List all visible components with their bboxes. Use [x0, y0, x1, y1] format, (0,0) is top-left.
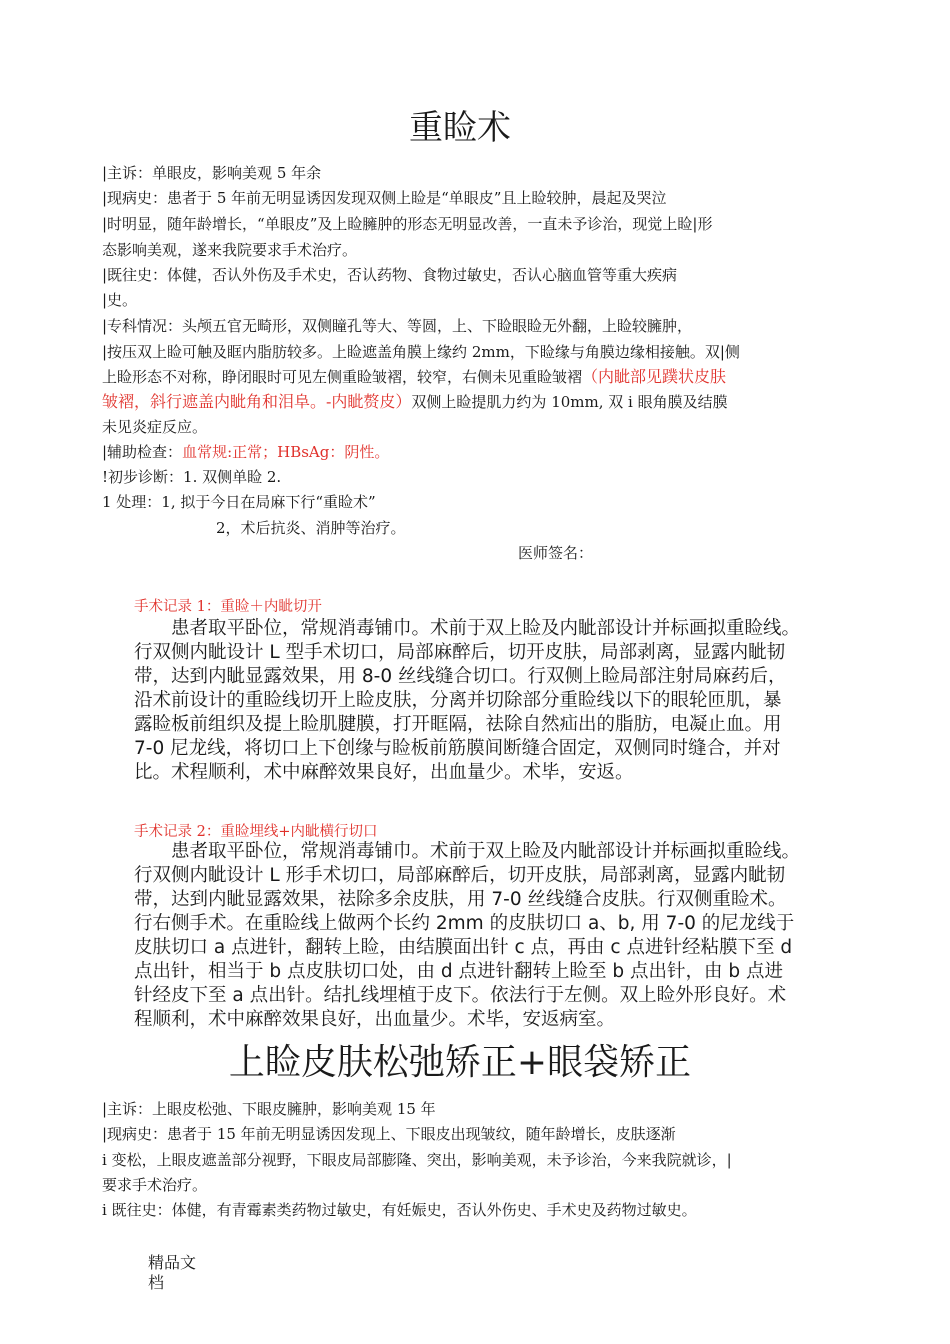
specialty-text: 上睑形态不对称，睁闭眼时可见左侧重睑皱褶，较窄，右侧未见重睑皱褶	[102, 368, 583, 386]
record-line: 患者取平卧位，常规消毒铺巾。术前于双上睑及内眦部设计并标画拟重睑线。	[134, 618, 801, 639]
specialty-line: |按压双上睑可触及眶内脂肪较多。上睑遮盖角膜上缘约 2mm，下睑缘与角膜边缘相接触。双|侧	[102, 343, 740, 361]
footer-text: 档	[148, 1273, 165, 1292]
section-title: 上睑皮肤松弛矫正+眼袋矫正	[228, 1042, 692, 1083]
specialty-line	[102, 366, 726, 388]
record-line: 点出针，相当于 b 点皮肤切口处，由 d 点进针翻转上睑至 b 点出针，由 b 点进	[134, 961, 784, 982]
present-history-line: |时明显，随年龄增长，“单眼皮”及上睑臃肿的形态无明显改善，一直未予诊治，现觉上睑|形	[102, 215, 713, 233]
present-history-line: |现病史：患者于 15 年前无明显诱因发现上、下眼皮出现皱纹，随年龄增长，皮肤逐渐	[102, 1125, 676, 1143]
record-line: 露睑板前组织及提上睑肌腱膜，打开眶隔，祛除自然疝出的脂肪，电凝止血。用	[134, 714, 782, 735]
page-title: 重睑术	[409, 108, 511, 148]
surgery-record-body	[134, 617, 800, 785]
surgery-record-heading: 手术记录 1：重睑＋内眦切开	[134, 599, 322, 615]
past-history: i 既往史：体健，有青霉素类药物过敏史，有妊娠史，否认外伤史、手术史及药物过敏史。	[102, 1201, 697, 1219]
specialty-line: |专科情况：头颅五官无畸形，双侧瞳孔等大、等圆，上、下睑眼睑无外翻，上睑较臃肿，	[102, 317, 693, 335]
record-line: 7-0 尼龙线，将切口上下创缘与睑板前筋膜间断缝合固定，双侧同时缝合，并对	[134, 738, 781, 759]
doctor-signature: 医师签名：	[518, 544, 594, 562]
record-line: 患者取平卧位，常规消毒铺巾。术前于双上睑及内眦部设计并标画拟重睑线。	[134, 841, 801, 862]
past-history-line: |既往史：体健，否认外伤及手术史，否认药物、食物过敏史，否认心脑血管等重大疾病	[102, 266, 678, 284]
record-line: 比。术程顺利，术中麻醉效果良好，出血量少。术毕，安返。	[134, 762, 634, 783]
record-line: 皮肤切口 a 点进针，翻转上睑，由结膜面出针 c 点，再由 c 点进针经粘膜下至 d	[134, 937, 793, 958]
record-line: 程顺利，术中麻醉效果良好，出血量少。术毕，安返病室。	[134, 1009, 616, 1030]
specialty-line: 未见炎症反应。	[102, 418, 208, 436]
present-history-line: 要求手术治疗。	[102, 1176, 208, 1194]
specialty-highlight: （内眦部见蹼状皮肤	[582, 367, 727, 386]
specialty-line	[102, 391, 728, 413]
specialty-text: 双侧上睑提肌力约为 10mm, 双 i 眼角膜及结膜	[411, 393, 728, 411]
record-line: 行双侧内眦设计 L 型手术切口，局部麻醉后，切开皮肤，局部剥离，显露内眦韧	[134, 642, 786, 663]
record-line: 行右侧手术。在重睑线上做两个长约 2mm 的皮肤切口 a、b, 用 7-0 的尼龙线于	[134, 913, 795, 934]
aux-value: 血常规:正常；HBsAg：阴性。	[182, 443, 390, 461]
surgery-record-body	[134, 840, 800, 1032]
treatment-line: 1 处理：1, 拟于今日在局麻下行“重睑术”	[102, 493, 376, 511]
chief-complaint: |主诉：单眼皮，影响美观 5 年余	[102, 164, 322, 182]
diagnosis: !初步诊断：1. 双侧单睑 2.	[102, 468, 282, 486]
footer-text: 精品文	[148, 1253, 197, 1272]
record-line: 沿术前设计的重睑线切开上睑皮肤，分离并切除部分重睑线以下的眼轮匝肌，暴	[134, 690, 782, 711]
surgery-record-heading: 手术记录 2：重睑埋线+内眦横行切口	[134, 824, 378, 840]
record-line: 针经皮下至 a 点出针。结扎线埋植于皮下。依法行于左侧。双上睑外形良好。术	[134, 985, 787, 1006]
record-line: 行双侧内眦设计 L 形手术切口，局部麻醉后，切开皮肤，局部剥离，显露内眦韧	[134, 865, 786, 886]
present-history-line: 态影响美观，遂来我院要求手术治疗。	[102, 241, 358, 259]
auxiliary-exam	[102, 441, 389, 463]
aux-label: |辅助检查：	[102, 443, 183, 461]
record-line: 带，达到内眦显露效果，用 8-0 丝线缝合切口。行双侧上睑局部注射局麻药后，	[134, 666, 787, 687]
present-history-line: i 变松，上眼皮遮盖部分视野，下眼皮局部膨隆、突出，影响美观，未予诊治，今来我院就诊，|	[102, 1151, 732, 1169]
treatment-line: 2，术后抗炎、消肿等治疗。	[216, 519, 406, 537]
present-history-line: |现病史：患者于 5 年前无明显诱因发现双侧上睑是“单眼皮”且上睑较肿，晨起及哭泣	[102, 189, 667, 207]
specialty-highlight: 皱褶，斜行遮盖内眦角和泪阜。-内眦赘皮）	[102, 392, 412, 411]
past-history-line: |史。	[102, 291, 138, 309]
chief-complaint: |主诉：上眼皮松弛、下眼皮臃肿，影响美观 15 年	[102, 1100, 436, 1118]
record-line: 带，达到内眦显露效果，祛除多余皮肤，用 7-0 丝线缝合皮肤。行双侧重睑术。	[134, 889, 787, 910]
